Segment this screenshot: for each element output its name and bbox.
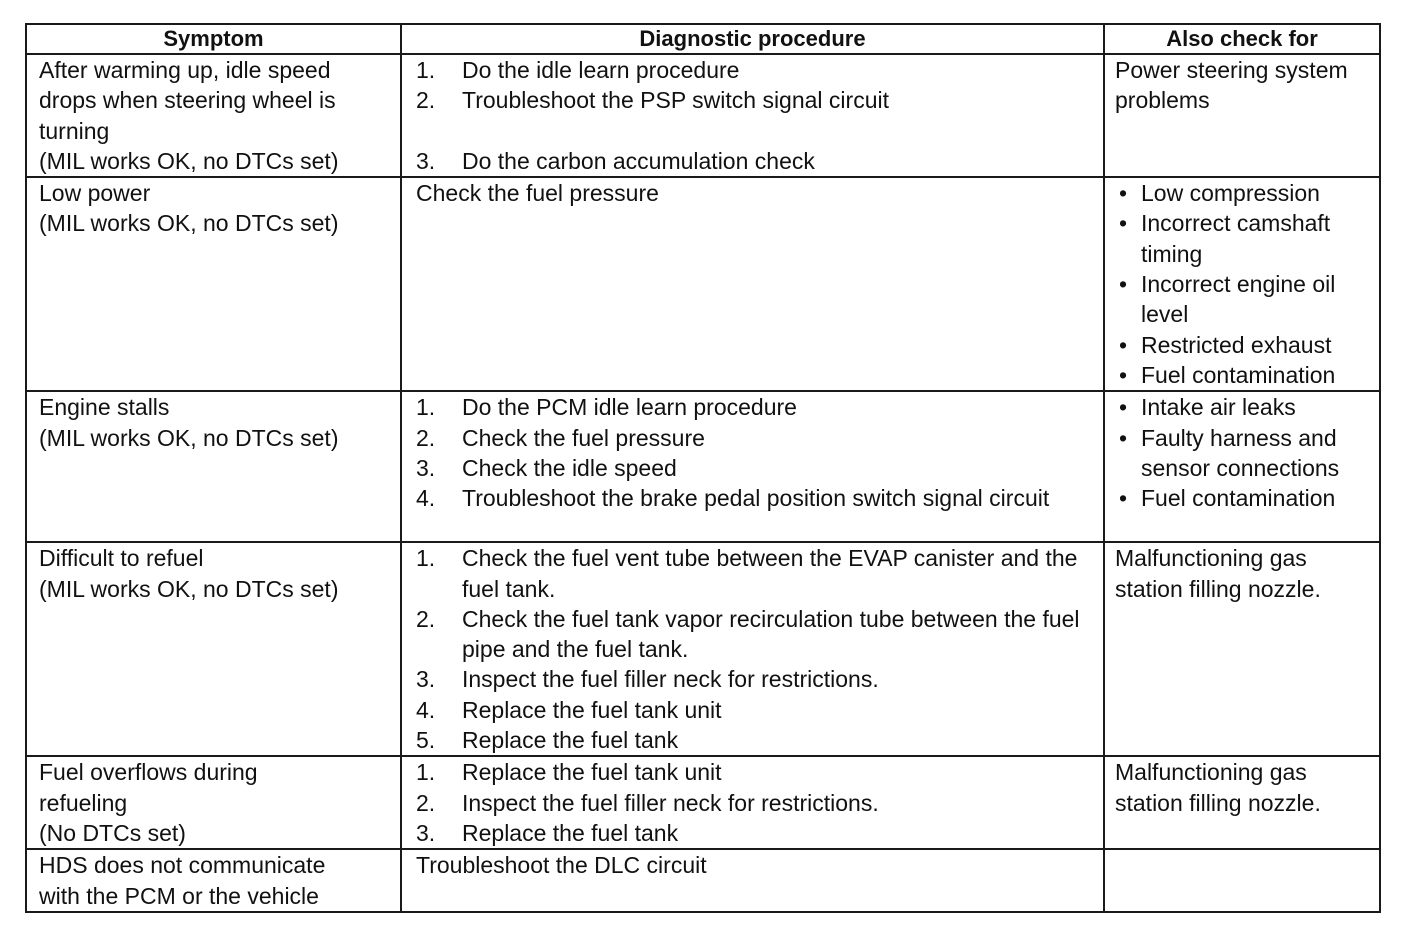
step-text: Do the carbon accumulation check	[462, 147, 815, 174]
procedure-steps	[416, 392, 1095, 513]
procedure-cell	[401, 177, 1104, 391]
step-number: 1.	[416, 759, 436, 786]
step-number: 3.	[416, 147, 436, 174]
symptom-line: Fuel overflows during	[39, 759, 258, 786]
step-text: Inspect the fuel filler neck for restrictions.	[462, 666, 879, 693]
symptom-cell	[26, 542, 401, 756]
procedure-step	[416, 788, 1095, 818]
header-also-check: Also check for	[1104, 24, 1380, 54]
step-text: Check the fuel pressure	[462, 424, 705, 451]
bullet-icon: •	[1119, 424, 1128, 451]
step-text: Replace the fuel tank unit	[462, 696, 722, 723]
step-text: Do the idle learn procedure	[462, 57, 740, 83]
procedure-cell	[401, 54, 1104, 177]
bullet-icon: •	[1119, 485, 1128, 512]
bullet-icon: •	[1119, 361, 1128, 388]
procedure-step	[416, 483, 1095, 513]
procedure-step	[416, 818, 1095, 848]
symptom-line: After warming up, idle speed	[39, 57, 331, 83]
symptom-cell	[26, 177, 401, 391]
also-check-item: • Incorrect camshaft timing	[1115, 208, 1373, 269]
step-number: 3.	[416, 454, 436, 481]
procedure-step	[416, 543, 1095, 604]
step-text: Do the PCM idle learn procedure	[462, 394, 797, 421]
procedure-steps	[416, 543, 1095, 755]
step-number: 3.	[416, 666, 436, 693]
symptom-cell	[26, 849, 401, 912]
step-number: 2.	[416, 424, 436, 451]
symptom-line: (MIL works OK, no DTCs set)	[39, 147, 339, 174]
also-check-item: • Low compression	[1115, 178, 1373, 208]
bullet-icon: •	[1119, 271, 1128, 298]
step-number: 4.	[416, 696, 436, 723]
also-check-cell	[1104, 542, 1380, 756]
also-check-cell	[1104, 756, 1380, 849]
also-check-text: Malfunctioning gas station filling nozzle.	[1115, 759, 1321, 816]
step-text: Replace the fuel tank	[462, 727, 679, 754]
procedure-step	[416, 757, 1095, 787]
symptom-line: Low power	[39, 180, 151, 207]
symptom-line: with the PCM or the vehicle	[39, 882, 319, 909]
procedure-steps	[416, 757, 1095, 848]
procedure-steps	[416, 55, 1095, 176]
symptom-line: turning	[39, 117, 110, 144]
symptom-line: (MIL works OK, no DTCs set)	[39, 424, 339, 451]
also-check-item: • Intake air leaks	[1115, 392, 1373, 422]
step-number: 2.	[416, 605, 436, 632]
also-check-item: • Fuel contamination	[1115, 483, 1373, 513]
bullet-icon: •	[1119, 331, 1128, 358]
symptom-line: (MIL works OK, no DTCs set)	[39, 210, 339, 237]
procedure-cell	[401, 849, 1104, 912]
also-check-item: • Restricted exhaust	[1115, 330, 1373, 360]
step-text: Troubleshoot the brake pedal position switch signal circuit	[462, 485, 1050, 512]
step-number: 3.	[416, 819, 436, 846]
table-row	[26, 542, 1380, 756]
step-number: 1.	[416, 57, 436, 83]
step-text: Inspect the fuel filler neck for restrictions.	[462, 789, 879, 816]
table-row	[26, 849, 1380, 912]
procedure-step	[416, 604, 1095, 665]
procedure-step	[416, 55, 1095, 85]
symptom-cell	[26, 391, 401, 542]
procedure-step	[416, 725, 1095, 755]
diagnostic-table	[25, 23, 1381, 913]
symptom-line: Engine stalls	[39, 394, 170, 421]
also-check-text: Malfunctioning gas station filling nozzle.	[1115, 545, 1321, 602]
step-text: Check the fuel tank vapor recirculation tube between the fuel pipe and the fuel tank.	[462, 605, 1080, 663]
step-text: Replace the fuel tank	[462, 819, 679, 846]
procedure-cell	[401, 391, 1104, 542]
procedure-step	[416, 392, 1095, 422]
procedure-step	[416, 146, 1095, 176]
table-row	[26, 54, 1380, 177]
bullet-icon: •	[1119, 180, 1128, 207]
step-text: Check the fuel vent tube between the EVAP canister and the fuel tank.	[462, 545, 1078, 602]
step-number: 1.	[416, 545, 436, 572]
procedure-step	[416, 664, 1095, 694]
symptom-line: (MIL works OK, no DTCs set)	[39, 575, 339, 602]
table-row	[26, 391, 1380, 542]
also-check-list	[1115, 392, 1373, 513]
step-number: 2.	[416, 87, 436, 114]
symptom-line: (No DTCs set)	[39, 819, 186, 846]
header-procedure: Diagnostic procedure	[401, 24, 1104, 54]
also-check-item: • Fuel contamination	[1115, 360, 1373, 390]
procedure-step	[416, 85, 1095, 115]
symptom-cell	[26, 54, 401, 177]
procedure-cell	[401, 756, 1104, 849]
also-check-list	[1115, 178, 1373, 390]
procedure-step	[416, 453, 1095, 483]
procedure-step	[416, 423, 1095, 453]
also-check-cell	[1104, 849, 1380, 912]
bullet-icon: •	[1119, 210, 1128, 237]
step-text: Check the idle speed	[462, 454, 677, 481]
table-row	[26, 756, 1380, 849]
header-row	[26, 24, 1380, 54]
procedure-step	[416, 695, 1095, 725]
step-number: 4.	[416, 485, 436, 512]
symptom-cell	[26, 756, 401, 849]
procedure-text: Troubleshoot the DLC circuit	[416, 852, 707, 879]
also-check-cell	[1104, 177, 1380, 391]
table-row	[26, 177, 1380, 391]
also-check-cell	[1104, 54, 1380, 177]
procedure-text: Check the fuel pressure	[416, 180, 659, 207]
bullet-icon: •	[1119, 394, 1128, 421]
procedure-cell	[401, 542, 1104, 756]
step-number: 1.	[416, 394, 436, 421]
step-text: Troubleshoot the PSP switch signal circuit	[462, 87, 889, 114]
step-text: Replace the fuel tank unit	[462, 759, 722, 786]
step-number: 2.	[416, 789, 436, 816]
symptom-line: drops when steering wheel is	[39, 87, 336, 114]
step-number: 5.	[416, 727, 436, 754]
symptom-line: Difficult to refuel	[39, 545, 204, 572]
header-symptom: Symptom	[26, 24, 401, 54]
symptom-line: HDS does not communicate	[39, 852, 326, 879]
also-check-item: • Incorrect engine oil level	[1115, 269, 1373, 330]
also-check-text: Power steering system problems	[1115, 57, 1348, 114]
also-check-cell	[1104, 391, 1380, 542]
also-check-item: • Faulty harness and sensor connections	[1115, 423, 1373, 484]
symptom-line: refueling	[39, 789, 128, 816]
